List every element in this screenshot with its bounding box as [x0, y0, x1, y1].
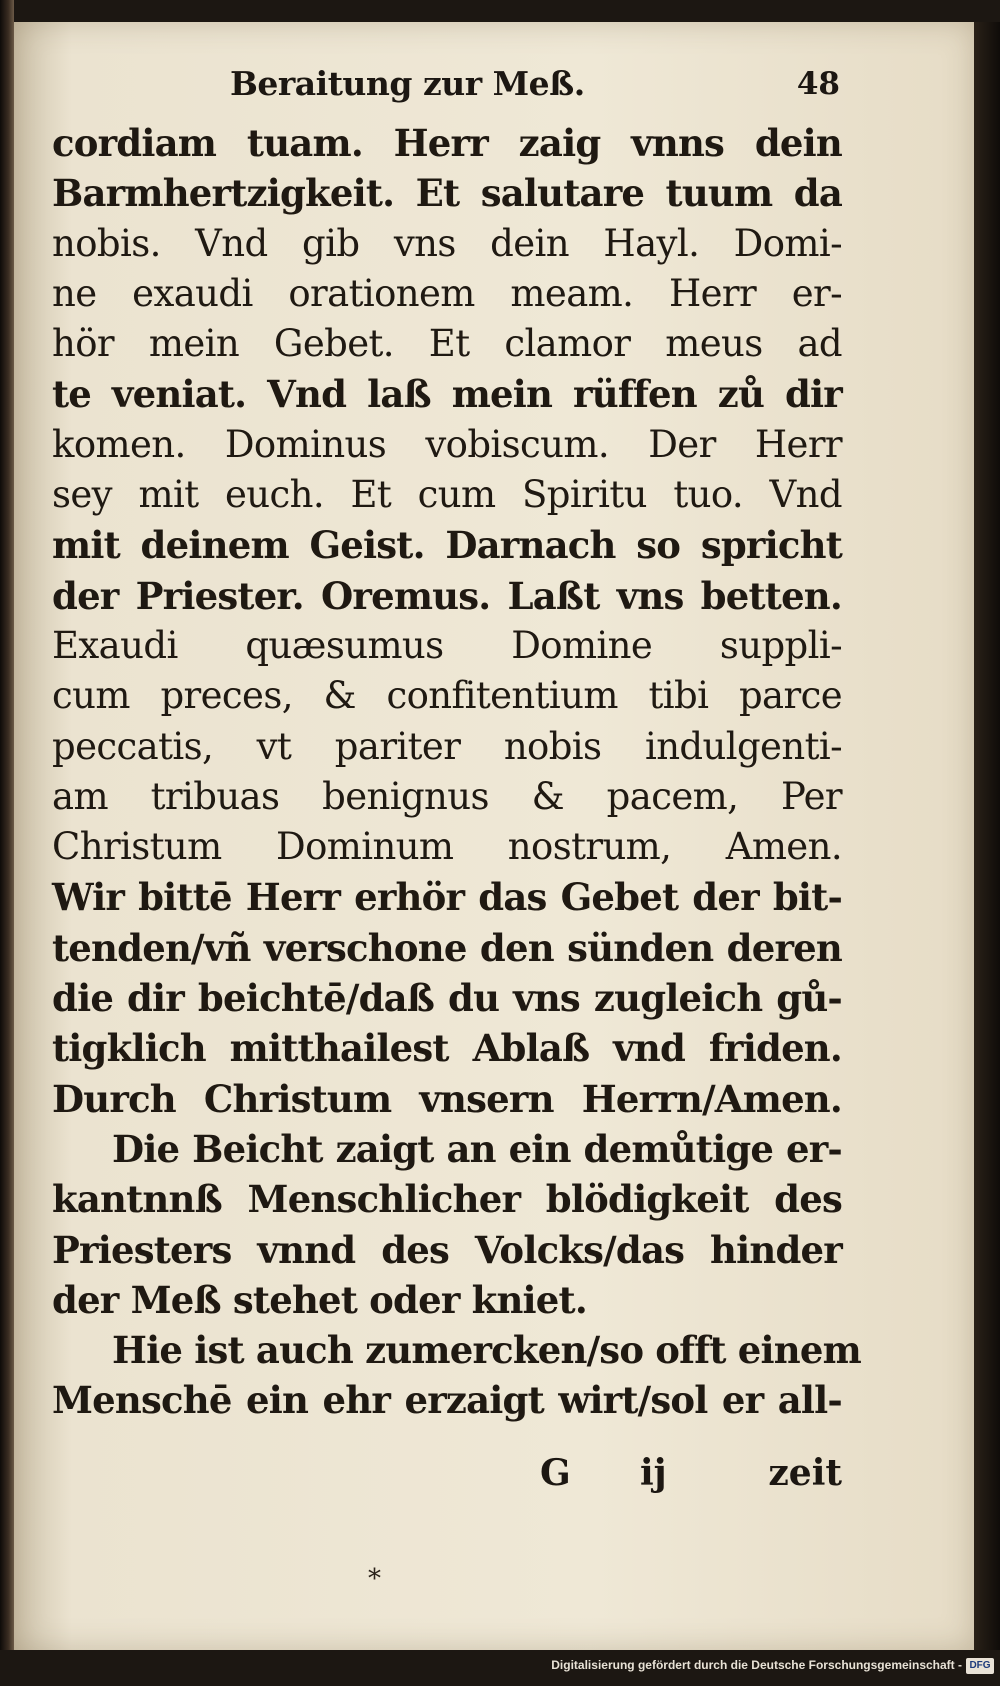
text-line: tigklich mitthailest Ablaß vnd friden. — [52, 1026, 842, 1071]
text-line: die dir beichtē/daß du vns zugleich gů- — [52, 976, 842, 1021]
folio-number: 48 — [796, 66, 840, 102]
text-line: der Priester. Oremus. Laßt vns betten. — [52, 573, 842, 618]
text-line: te veniat. Vnd laß mein rüffen zů dir — [52, 372, 842, 417]
footer-bar — [0, 1650, 1000, 1686]
text-line: cordiam tuam. Herr zaig vnns dein — [52, 121, 842, 165]
ornament-mark: * — [368, 1564, 381, 1594]
text-line: Die Beicht zaigt an ein demůtige er- — [112, 1126, 842, 1171]
text-line: der Meß stehet oder kniet. — [52, 1277, 587, 1322]
text-line: Priesters vnnd des Volcks/das hinder — [52, 1227, 842, 1272]
text-line: mit deinem Geist. Darnach so spricht — [52, 523, 842, 568]
funding-credit: Digitalisierung gefördert durch die Deutsche Forschungsgemeinschaft - — [551, 1658, 962, 1672]
running-head — [230, 60, 840, 110]
page-edge — [974, 22, 1000, 1650]
text-block — [52, 118, 861, 1426]
text-line: sey mit euch. Et cum Spiritu tuo. Vnd — [52, 473, 842, 517]
signature-number: ij — [640, 1452, 667, 1494]
text-line: komen. Dominus vobiscum. Der Herr — [52, 422, 842, 466]
text-line: Durch Christum vnsern Herrn/Amen. — [52, 1076, 842, 1121]
running-title: Beraitung zur Meß. — [230, 64, 585, 103]
text-line: Exaudi quæsumus Domine suppli- — [52, 623, 842, 667]
text-line: peccatis, vt pariter nobis indulgenti- — [52, 724, 842, 768]
book-spine — [0, 0, 14, 1686]
text-line: Menschē ein ehr erzaigt wirt/sol er all- — [52, 1378, 842, 1423]
catchword: zeit — [768, 1452, 842, 1494]
text-line: tenden/vñ verschone den sünden deren — [52, 925, 842, 970]
text-line: Hie ist auch zumercken/so offt einem — [112, 1328, 861, 1373]
text-line: Christum Dominum nostrum, Amen. — [52, 825, 842, 869]
text-line: kantnnß Menschlicher blödigkeit des — [52, 1177, 842, 1222]
text-line: ne exaudi orationem meam. Herr er- — [52, 271, 842, 315]
text-line: cum preces, & confitentium tibi parce — [52, 674, 842, 718]
text-line: am tribuas benignus & pacem, Per — [52, 774, 842, 818]
catchline — [540, 1452, 842, 1502]
text-line: nobis. Vnd gib vns dein Hayl. Domi- — [52, 221, 842, 265]
signature-mark: G — [540, 1452, 571, 1494]
dfg-logo-icon: DFG — [966, 1658, 994, 1674]
text-line: Wir bittē Herr erhör das Gebet der bit- — [52, 875, 842, 920]
text-line: Barmhertzigkeit. Et salutare tuum da — [52, 171, 842, 216]
text-line: hör mein Gebet. Et clamor meus ad — [52, 322, 842, 366]
